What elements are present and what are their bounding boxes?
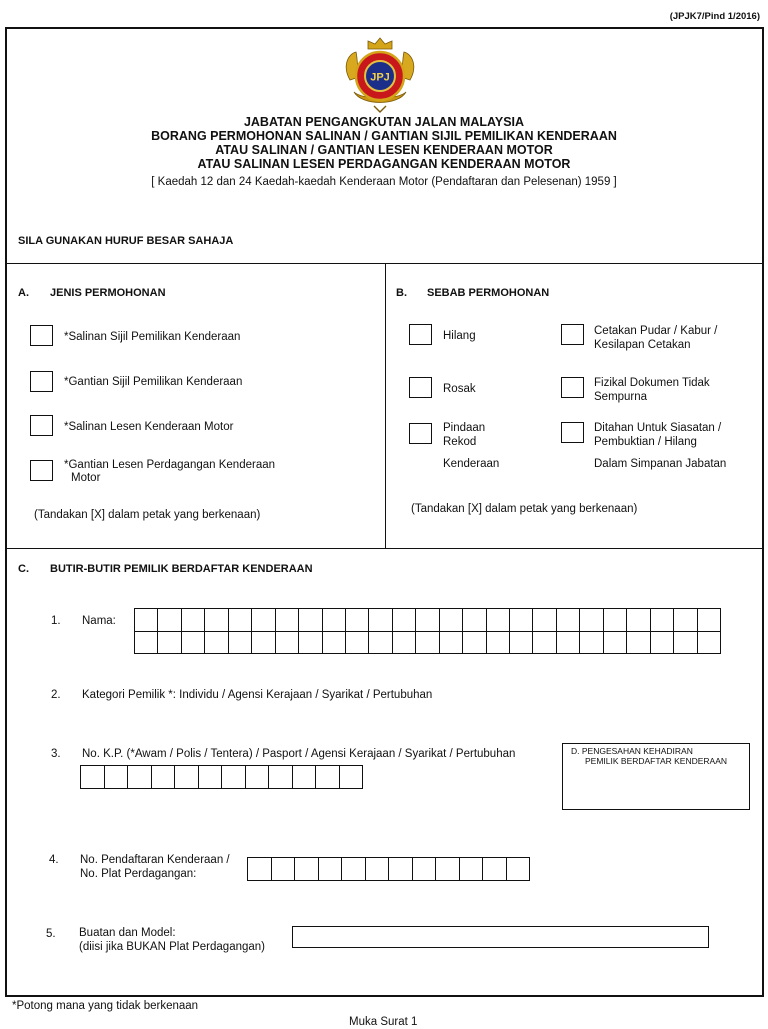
- page-number: Muka Surat 1: [349, 1016, 418, 1028]
- name-label: Nama:: [82, 615, 116, 627]
- checkbox-salinan-sijil[interactable]: [30, 325, 53, 346]
- name-char-box[interactable]: [205, 632, 228, 655]
- name-char-box[interactable]: [229, 632, 252, 655]
- name-char-box[interactable]: [557, 632, 580, 655]
- owner-category-label: Kategori Pemilik *: Individu / Agensi Kerajaan / Syarikat / Pertubuhan: [82, 689, 433, 701]
- name-char-box[interactable]: [369, 632, 392, 655]
- id-char-box[interactable]: [175, 766, 199, 789]
- checkbox-ditahan-siasatan[interactable]: [561, 422, 584, 443]
- reg-char-box[interactable]: [507, 858, 531, 881]
- name-char-box[interactable]: [604, 632, 627, 655]
- section-c-title: BUTIR-BUTIR PEMILIK BERDAFTAR KENDERAAN: [50, 563, 313, 575]
- option-gantian-sijil-label: *Gantian Sijil Pemilikan Kenderaan: [64, 376, 243, 388]
- name-char-box[interactable]: [276, 609, 299, 632]
- divider-a-b: [385, 263, 386, 549]
- id-char-box[interactable]: [246, 766, 270, 789]
- name-char-box[interactable]: [346, 632, 369, 655]
- id-number-input-grid[interactable]: [80, 765, 363, 789]
- header-agency: JABATAN PENGANGKUTAN JALAN MALAYSIA: [243, 115, 525, 129]
- id-char-box[interactable]: [222, 766, 246, 789]
- option-gantian-lesen-label-cont: Motor: [71, 472, 101, 484]
- name-char-box[interactable]: [627, 609, 650, 632]
- reason-rosak-label: Rosak: [443, 383, 476, 395]
- header-regulation: [ Kaedah 12 dan 24 Kaedah-kaedah Kenderaan Motor (Pendaftaran dan Pelesenan) 1959 ]: [151, 176, 617, 188]
- name-char-box[interactable]: [604, 609, 627, 632]
- reason-cetakan-pudar-label-cont: Kesilapan Cetakan: [594, 339, 691, 351]
- name-char-box[interactable]: [651, 609, 674, 632]
- name-char-box[interactable]: [698, 632, 721, 655]
- make-model-input[interactable]: [292, 926, 709, 948]
- name-char-box[interactable]: [346, 609, 369, 632]
- reason-ditahan-label: Ditahan Untuk Siasatan /: [594, 422, 722, 434]
- reason-fizikal-dokumen-label-cont: Sempurna: [594, 391, 648, 403]
- name-char-box[interactable]: [252, 632, 275, 655]
- name-char-box[interactable]: [627, 632, 650, 655]
- reg-char-box[interactable]: [319, 858, 343, 881]
- name-char-box[interactable]: [299, 609, 322, 632]
- form-code: (JPJK7/Pind 1/2016): [669, 11, 760, 22]
- name-char-box[interactable]: [299, 632, 322, 655]
- reason-pindaan-label: Pindaan: [443, 422, 486, 434]
- section-d-title: D. PENGESAHAN KEHADIRAN: [571, 746, 693, 756]
- name-char-box[interactable]: [510, 609, 533, 632]
- vehicle-reg-label: No. Pendaftaran Kenderaan /: [80, 854, 230, 866]
- reason-pindaan-label-cont: Rekod: [443, 436, 477, 448]
- name-char-box[interactable]: [533, 632, 556, 655]
- vehicle-reg-input-grid[interactable]: [247, 857, 530, 881]
- divider-before-section-c: [5, 548, 764, 549]
- section-b-letter: B.: [396, 287, 407, 299]
- jpj-crest-logo: [340, 36, 420, 114]
- name-char-box[interactable]: [276, 632, 299, 655]
- name-char-box[interactable]: [557, 609, 580, 632]
- item-2-number: 2.: [51, 689, 61, 701]
- checkbox-fizikal-dokumen[interactable]: [561, 377, 584, 398]
- name-input-grid[interactable]: [134, 608, 721, 654]
- name-char-box[interactable]: [580, 609, 603, 632]
- name-char-box[interactable]: [393, 632, 416, 655]
- item-5-number: 5.: [46, 928, 56, 940]
- name-char-box[interactable]: [416, 609, 439, 632]
- name-char-box[interactable]: [229, 609, 252, 632]
- reg-char-box[interactable]: [436, 858, 460, 881]
- name-char-box[interactable]: [182, 609, 205, 632]
- capital-letters-instruction: SILA GUNAKAN HURUF BESAR SAHAJA: [18, 235, 234, 247]
- option-salinan-lesen-label: *Salinan Lesen Kenderaan Motor: [64, 421, 234, 433]
- reason-hilang-label: Hilang: [443, 330, 476, 342]
- item-4-number: 4.: [49, 854, 59, 866]
- reg-char-box[interactable]: [413, 858, 437, 881]
- checkbox-salinan-lesen[interactable]: [30, 415, 53, 436]
- footnote: *Potong mana yang tidak berkenaan: [12, 1000, 199, 1012]
- item-3-number: 3.: [51, 748, 61, 760]
- name-char-box[interactable]: [440, 609, 463, 632]
- name-char-box[interactable]: [463, 609, 486, 632]
- trade-plate-label: No. Plat Perdagangan:: [80, 868, 197, 880]
- reason-ditahan-label-cont: Pembuktian / Hilang: [594, 436, 697, 448]
- id-number-label: No. K.P. (*Awam / Polis / Tentera) / Pasport / Agensi Kerajaan / Syarikat / Pertubuhan: [82, 748, 516, 760]
- section-a-letter: A.: [18, 287, 29, 299]
- name-char-box[interactable]: [510, 632, 533, 655]
- name-char-box[interactable]: [487, 632, 510, 655]
- name-char-box[interactable]: [252, 609, 275, 632]
- name-char-box[interactable]: [158, 632, 181, 655]
- section-d-subtitle: PEMILIK BERDAFTAR KENDERAAN: [585, 756, 728, 766]
- name-char-box[interactable]: [674, 632, 697, 655]
- checkbox-hilang[interactable]: [409, 324, 432, 345]
- reg-char-box[interactable]: [460, 858, 484, 881]
- name-char-box[interactable]: [393, 609, 416, 632]
- reg-char-box[interactable]: [342, 858, 366, 881]
- checkbox-gantian-lesen-perdagangan[interactable]: [30, 460, 53, 481]
- make-model-label: Buatan dan Model:: [79, 927, 176, 939]
- make-model-note: (diisi jika BUKAN Plat Perdagangan): [79, 941, 266, 953]
- reason-cetakan-pudar-label: Cetakan Pudar / Kabur /: [594, 325, 718, 337]
- id-char-box[interactable]: [340, 766, 364, 789]
- reg-char-box[interactable]: [389, 858, 413, 881]
- name-char-box[interactable]: [651, 632, 674, 655]
- name-char-box[interactable]: [487, 609, 510, 632]
- checkbox-rosak[interactable]: [409, 377, 432, 398]
- name-char-box[interactable]: [182, 632, 205, 655]
- checkbox-cetakan-pudar[interactable]: [561, 324, 584, 345]
- header-title-1: BORANG PERMOHONAN SALINAN / GANTIAN SIJIL PEMILIKAN KENDERAAN: [151, 129, 617, 143]
- section-c-letter: C.: [18, 563, 29, 575]
- checkbox-gantian-sijil[interactable]: [30, 371, 53, 392]
- reason-pindaan-label-cont2: Kenderaan: [443, 458, 500, 470]
- id-char-box[interactable]: [199, 766, 223, 789]
- reg-char-box[interactable]: [483, 858, 507, 881]
- name-char-box[interactable]: [135, 632, 158, 655]
- id-char-box[interactable]: [316, 766, 340, 789]
- section-a-title: JENIS PERMOHONAN: [50, 287, 166, 299]
- id-char-box[interactable]: [128, 766, 152, 789]
- name-char-box[interactable]: [533, 609, 556, 632]
- name-char-box[interactable]: [674, 609, 697, 632]
- reason-fizikal-dokumen-label: Fizikal Dokumen Tidak: [594, 377, 710, 389]
- header-title-3: ATAU SALINAN LESEN PERDAGANGAN KENDERAAN MOTOR: [197, 157, 571, 171]
- id-char-box[interactable]: [152, 766, 176, 789]
- item-1-number: 1.: [51, 615, 61, 627]
- section-b-note: (Tandakan [X] dalam petak yang berkenaan): [411, 503, 638, 515]
- reg-char-box[interactable]: [295, 858, 319, 881]
- id-char-box[interactable]: [293, 766, 317, 789]
- option-salinan-sijil-label: *Salinan Sijil Pemilikan Kenderaan: [64, 331, 241, 343]
- name-char-box[interactable]: [580, 632, 603, 655]
- name-char-box[interactable]: [440, 632, 463, 655]
- header-title-2: ATAU SALINAN / GANTIAN LESEN KENDERAAN MOTOR: [215, 143, 553, 157]
- name-char-box[interactable]: [416, 632, 439, 655]
- reg-char-box[interactable]: [272, 858, 296, 881]
- id-char-box[interactable]: [105, 766, 129, 789]
- name-char-box[interactable]: [463, 632, 486, 655]
- checkbox-pindaan-rekod[interactable]: [409, 423, 432, 444]
- name-char-box[interactable]: [323, 609, 346, 632]
- name-char-box[interactable]: [323, 632, 346, 655]
- id-char-box[interactable]: [81, 766, 105, 789]
- name-char-box[interactable]: [369, 609, 392, 632]
- section-b-title: SEBAB PERMOHONAN: [427, 287, 550, 299]
- reason-ditahan-label-cont2: Dalam Simpanan Jabatan: [594, 458, 727, 470]
- name-char-box[interactable]: [135, 609, 158, 632]
- reg-char-box[interactable]: [248, 858, 272, 881]
- name-char-box[interactable]: [158, 609, 181, 632]
- id-char-box[interactable]: [269, 766, 293, 789]
- crest-lettering: JPJ: [370, 71, 390, 84]
- name-char-box[interactable]: [698, 609, 721, 632]
- section-a-note: (Tandakan [X] dalam petak yang berkenaan): [34, 509, 261, 521]
- option-gantian-lesen-label: *Gantian Lesen Perdagangan Kenderaan: [64, 459, 276, 471]
- name-char-box[interactable]: [205, 609, 228, 632]
- reg-char-box[interactable]: [366, 858, 390, 881]
